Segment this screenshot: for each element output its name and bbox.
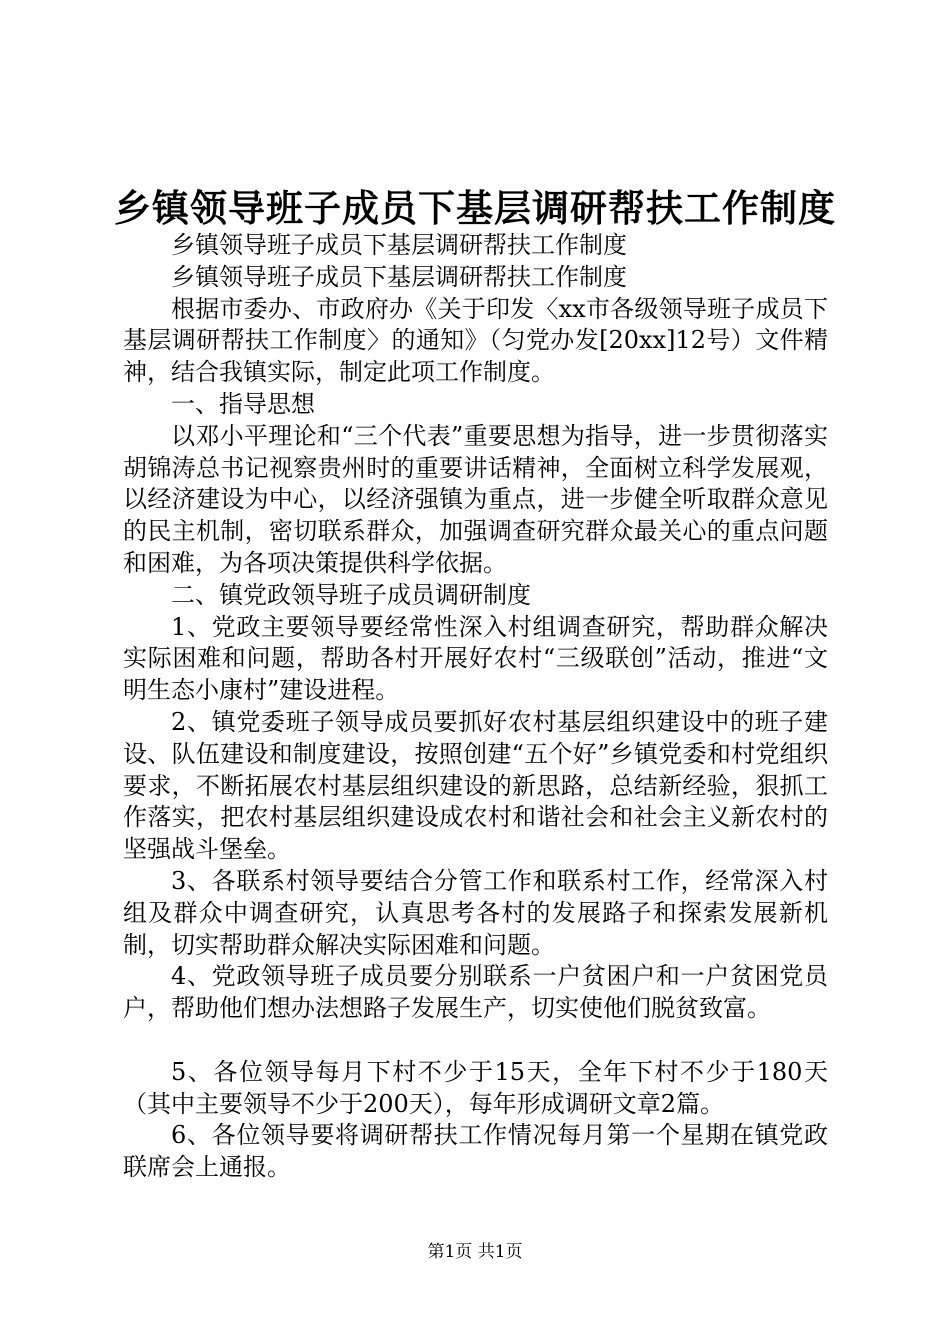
document-title: 乡镇领导班子成员下基层调研帮扶工作制度 [114,186,836,230]
document-body [123,230,828,1184]
page-number-footer: 第1页 共1页 [427,1242,523,1262]
paragraph-item-1: 1、党政主要领导要经常性深入村组调查研究，帮助群众解决实际困难和问题，帮助各村开展好农村“三级联创”活动，推进“文明生态小康村”建设进程。 [123,612,828,705]
section-heading-guiding-thought: 一、指导思想 [171,389,315,418]
paragraph-item-5: 5、各位领导每月下村不少于15天，全年下村不少于180天（其中主要领导不少于200天），每年形成调研文章2篇。 [123,1057,828,1118]
paragraph-intro: 根据市委办、市政府办《关于印发〈xx市各级领导班子成员下基层调研帮扶工作制度〉的通知》（匀党办发[20xx]12号）文件精神，结合我镇实际，制定此项工作制度。 [123,294,828,387]
paragraph-item-4: 4、党政领导班子成员要分别联系一户贫困户和一户贫困党员户，帮助他们想办法想路子发展生产，切实使他们脱贫致富。 [123,962,828,1023]
paragraph-subtitle-1: 乡镇领导班子成员下基层调研帮扶工作制度 [171,231,627,259]
paragraph-guiding-thought: 以邓小平理论和“三个代表”重要思想为指导，进一步贯彻落实胡锦涛总书记视察贵州时的重要讲话精神，全面树立科学发展观，以经济建设为中心，以经济强镇为重点，进一步健全听取群众意见的民主机制，密切联系群众，加强调查研究群众最关心的重点问题和困难，为各项决策提供科学依据。 [123,421,828,577]
paragraph-item-6: 6、各位领导要将调研帮扶工作情况每月第一个星期在镇党政联席会上通报。 [123,1121,828,1182]
section-heading-research-system: 二、镇党政领导班子成员调研制度 [171,580,531,609]
paragraph-subtitle-2: 乡镇领导班子成员下基层调研帮扶工作制度 [171,262,627,291]
paragraph-item-3: 3、各联系村领导要结合分管工作和联系村工作，经常深入村组及群众中调查研究，认真思考各村的发展路子和探索发展新机制，切实帮助群众解决实际困难和问题。 [123,866,828,959]
paragraph-item-2: 2、镇党委班子领导成员要抓好农村基层组织建设中的班子建设、队伍建设和制度建设，按照创建“五个好”乡镇党委和村党组织要求，不断拓展农村基层组织建设的新思路，总结新经验，狠抓工作落实，把农村基层组织建设成农村和谐社会和社会主义新农村的坚强战斗堡垒。 [123,707,828,864]
